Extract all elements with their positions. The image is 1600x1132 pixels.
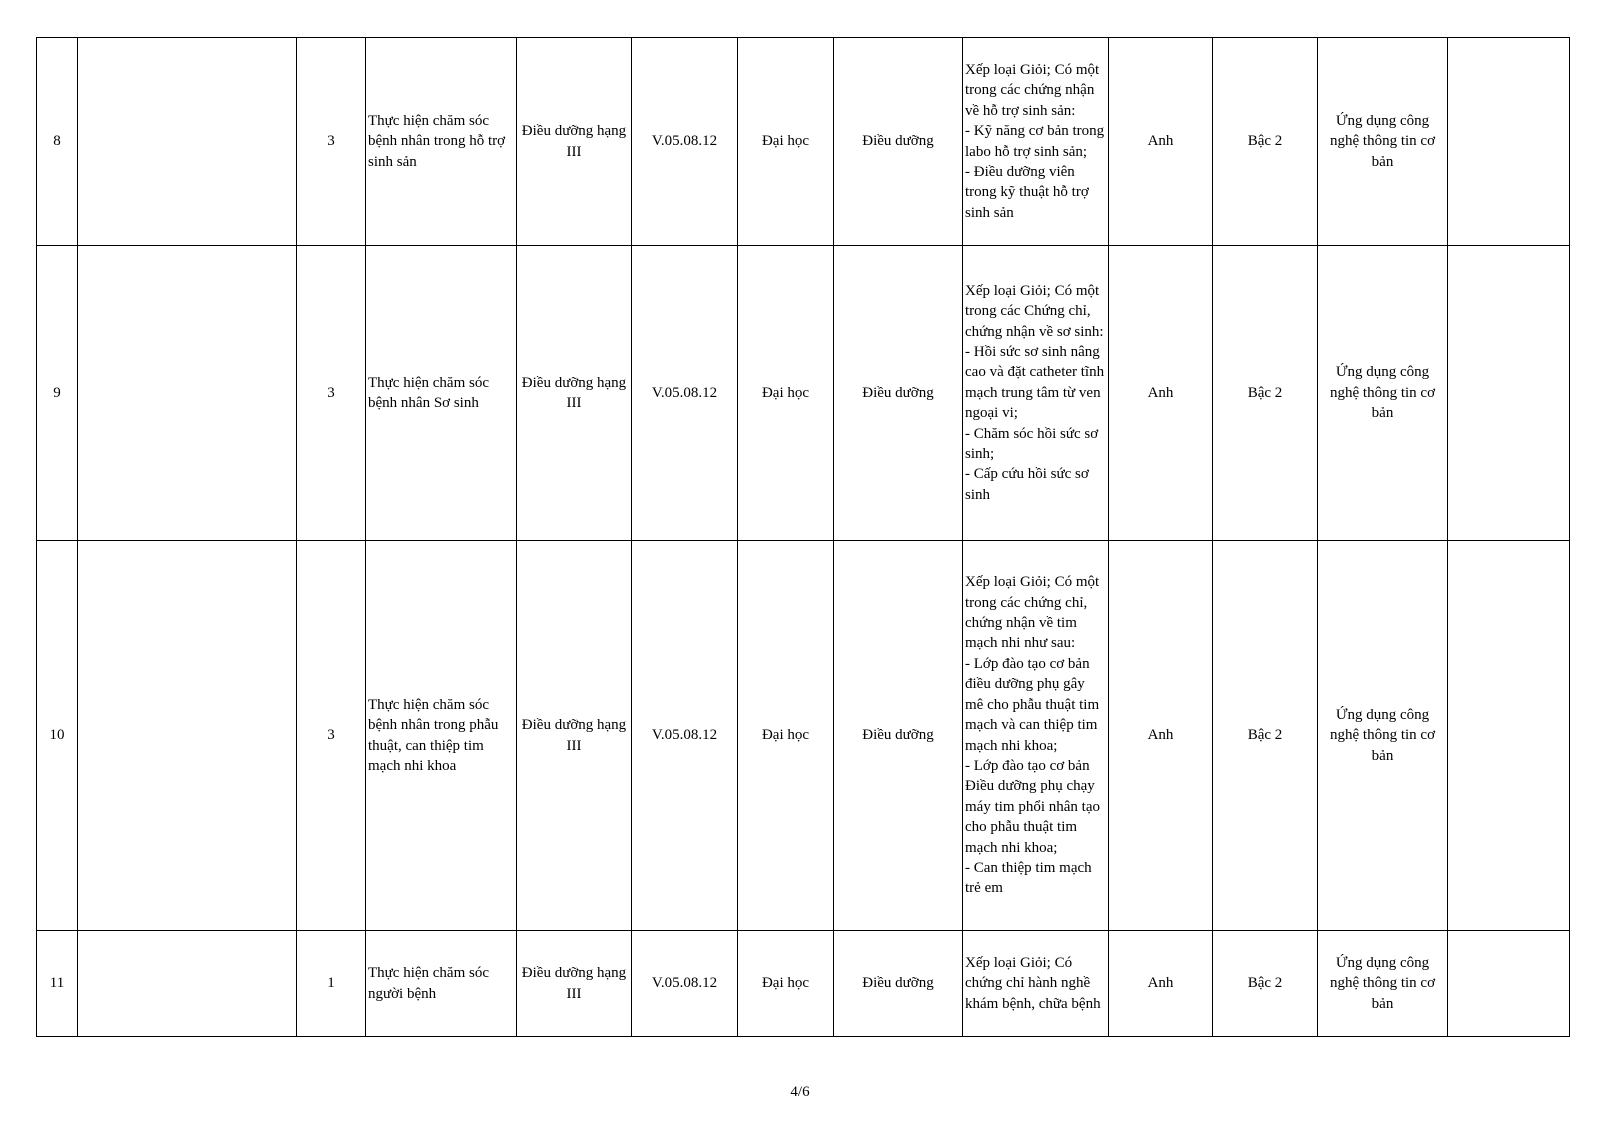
requirement-line: - Chăm sóc hồi sức sơ sinh;: [965, 425, 1099, 463]
education-cell: Đại học: [738, 931, 834, 1037]
table-row: [37, 541, 1570, 931]
it-cell: Ứng dụng công nghệ thông tin cơ bản: [1318, 541, 1448, 931]
language-cell: Anh: [1109, 931, 1213, 1037]
requirement-line: - Điều dưỡng viên trong kỹ thuật hỗ trợ sinh sản: [965, 163, 1089, 221]
page-number: 4/6: [790, 1084, 810, 1100]
major-cell: Điều dưỡng: [834, 38, 963, 246]
it-cell: Ứng dụng công nghệ thông tin cơ bản: [1318, 246, 1448, 541]
requirement-line: Xếp loại Giỏi; Có một trong các chứng chỉ, chứng nhận về tim mạch nhi như sau:: [965, 574, 1100, 652]
it-cell: Ứng dụng công nghệ thông tin cơ bản: [1318, 931, 1448, 1037]
quantity-cell: 3: [297, 38, 366, 246]
title-cell: Điều dưỡng hạng III: [517, 541, 632, 931]
unit-cell: [78, 541, 297, 931]
code-cell: V.05.08.12: [632, 38, 738, 246]
requirement-line: - Kỹ năng cơ bản trong labo hỗ trợ sinh sản;: [965, 123, 1105, 160]
level-cell: Bậc 2: [1213, 38, 1318, 246]
requirement-line: - Hồi sức sơ sinh nâng cao và đặt catheter tĩnh mạch trung tâm từ ven ngoại vi;: [965, 343, 1105, 422]
stt-cell: 8: [37, 38, 78, 246]
title-cell: Điều dưỡng hạng III: [517, 246, 632, 541]
table-row: [37, 931, 1570, 1037]
requirement-line: Xếp loại Giỏi; Có một trong các Chứng chỉ, chứng nhận về sơ sinh:: [965, 282, 1104, 340]
level-cell: Bậc 2: [1213, 246, 1318, 541]
language-cell: Anh: [1109, 38, 1213, 246]
note-cell: [1448, 38, 1570, 246]
stt-cell: 10: [37, 541, 78, 931]
position-cell: Thực hiện chăm sóc bệnh nhân Sơ sinh: [366, 246, 517, 541]
education-cell: Đại học: [738, 38, 834, 246]
title-cell: Điều dưỡng hạng III: [517, 931, 632, 1037]
quantity-cell: 1: [297, 931, 366, 1037]
recruitment-table: [36, 37, 1570, 1037]
level-cell: Bậc 2: [1213, 931, 1318, 1037]
quantity-cell: 3: [297, 541, 366, 931]
stt-cell: 11: [37, 931, 78, 1037]
requirement-line: - Lớp đào tạo cơ bản điều dưỡng phụ gây mê cho phẫu thuật tim mạch và can thiệp tim mạch nhi khoa;: [965, 655, 1100, 754]
unit-cell: [78, 931, 297, 1037]
position-cell: Thực hiện chăm sóc bệnh nhân trong hỗ trợ sinh sản: [366, 38, 517, 246]
position-cell: Thực hiện chăm sóc người bệnh: [366, 931, 517, 1037]
requirements-cell: [963, 38, 1109, 246]
quantity-cell: 3: [297, 246, 366, 541]
language-cell: Anh: [1109, 246, 1213, 541]
requirement-line: - Can thiệp tim mạch trẻ em: [965, 859, 1092, 897]
requirement-line: - Lớp đào tạo cơ bản Điều dưỡng phụ chạy máy tim phổi nhân tạo cho phẫu thuật tim mạch nhi khoa;: [965, 757, 1100, 856]
requirement-line: Xếp loại Giỏi; Có chứng chỉ hành nghề khám bệnh, chữa bệnh: [965, 954, 1101, 1012]
position-cell: Thực hiện chăm sóc bệnh nhân trong phẫu thuật, can thiệp tim mạch nhi khoa: [366, 541, 517, 931]
language-cell: Anh: [1109, 541, 1213, 931]
note-cell: [1448, 541, 1570, 931]
note-cell: [1448, 246, 1570, 541]
unit-cell: [78, 246, 297, 541]
it-cell: Ứng dụng công nghệ thông tin cơ bản: [1318, 38, 1448, 246]
major-cell: Điều dưỡng: [834, 246, 963, 541]
requirement-line: Xếp loại Giỏi; Có một trong các chứng nhận về hỗ trợ sinh sản:: [965, 61, 1100, 119]
level-cell: Bậc 2: [1213, 541, 1318, 931]
education-cell: Đại học: [738, 541, 834, 931]
requirement-line: - Cấp cứu hồi sức sơ sinh: [965, 466, 1089, 503]
code-cell: V.05.08.12: [632, 246, 738, 541]
education-cell: Đại học: [738, 246, 834, 541]
unit-cell: [78, 38, 297, 246]
code-cell: V.05.08.12: [632, 931, 738, 1037]
major-cell: Điều dưỡng: [834, 541, 963, 931]
table-row: [37, 246, 1570, 541]
requirements-cell: [963, 541, 1109, 931]
code-cell: V.05.08.12: [632, 541, 738, 931]
note-cell: [1448, 931, 1570, 1037]
title-cell: Điều dưỡng hạng III: [517, 38, 632, 246]
requirements-cell: [963, 931, 1109, 1037]
major-cell: Điều dưỡng: [834, 931, 963, 1037]
stt-cell: 9: [37, 246, 78, 541]
table-row: [37, 38, 1570, 246]
requirements-cell: [963, 246, 1109, 541]
